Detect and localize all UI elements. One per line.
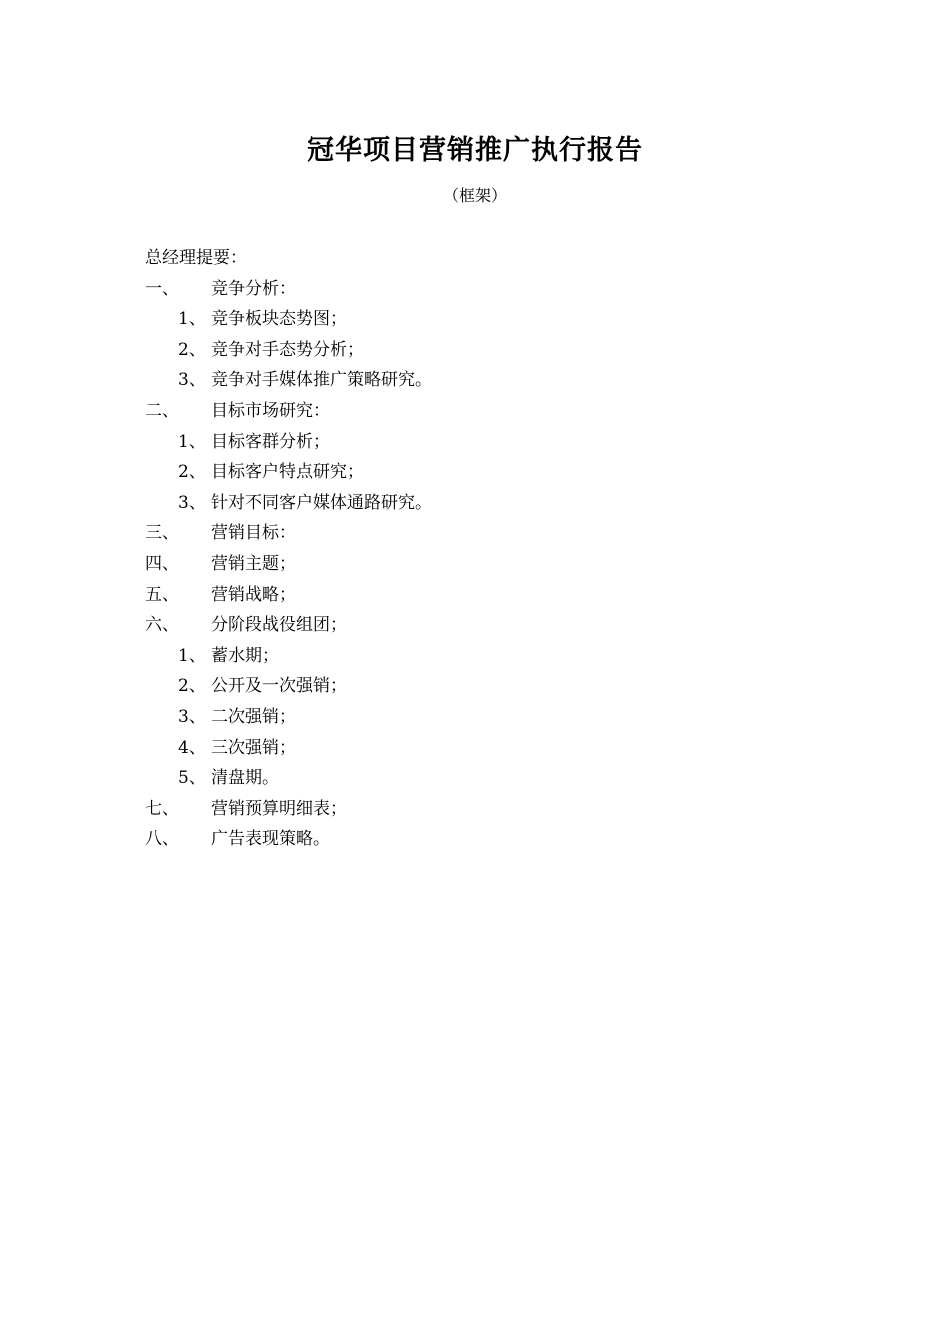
subitem-text: 目标客户特点研究；: [211, 462, 364, 483]
outline-subitem: [145, 702, 845, 733]
subitem-number: 1、: [178, 431, 206, 452]
section-number: 一、: [145, 278, 179, 299]
outline-section: [145, 549, 845, 580]
subitem-number: 2、: [178, 676, 206, 697]
section-number: 八、: [145, 829, 179, 850]
outline-subitem: [145, 641, 845, 672]
subitem-text: 目标客群分析；: [211, 431, 330, 452]
subitem-text: 三次强销；: [211, 737, 296, 758]
outline-section: [145, 794, 845, 825]
subitem-text: 蓄水期；: [211, 645, 279, 666]
outline-subitem: [145, 304, 845, 335]
section-text: 营销预算明细表；: [211, 798, 347, 819]
outline-section: [145, 396, 845, 427]
section-text: 目标市场研究：: [211, 400, 330, 421]
subitem-number: 5、: [178, 768, 206, 789]
subitem-text: 二次强销；: [211, 706, 296, 727]
subitem-text: 针对不同客户媒体通路研究。: [211, 492, 432, 513]
section-text: 营销战略；: [211, 584, 296, 605]
section-number: 二、: [145, 400, 179, 421]
outline-subitem: [145, 335, 845, 366]
intro-line: 总经理提要：: [145, 248, 247, 268]
subitem-number: 3、: [178, 492, 206, 513]
outline-section: [145, 274, 845, 305]
subitem-text: 竞争对手媒体推广策略研究。: [211, 370, 432, 391]
subitem-number: 3、: [178, 706, 206, 727]
section-number: 四、: [145, 553, 179, 574]
outline-subitem: [145, 457, 845, 488]
outline-subitem: [145, 733, 845, 764]
outline-section: [145, 518, 845, 549]
section-text: 分阶段战役组团；: [211, 615, 347, 636]
subitem-text: 清盘期。: [211, 768, 279, 789]
subitem-number: 4、: [178, 737, 206, 758]
outline-subitem: [145, 365, 845, 396]
outline-section: [145, 610, 845, 641]
section-text: 营销主题；: [211, 553, 296, 574]
document-subtitle: （框架）: [442, 186, 507, 205]
section-number: 七、: [145, 798, 179, 819]
section-text: 营销目标：: [211, 523, 296, 544]
subitem-number: 2、: [178, 339, 206, 360]
subitem-text: 公开及一次强销；: [211, 676, 347, 697]
section-number: 五、: [145, 584, 179, 605]
section-text: 广告表现策略。: [211, 829, 330, 850]
section-number: 六、: [145, 615, 179, 636]
outline-subitem: [145, 488, 845, 519]
subitem-number: 1、: [178, 309, 206, 330]
outline-body: [145, 243, 845, 855]
outline-section: [145, 580, 845, 611]
subitem-text: 竞争板块态势图；: [211, 309, 347, 330]
section-number: 三、: [145, 523, 179, 544]
outline-subitem: [145, 763, 845, 794]
outline-section: [145, 824, 845, 855]
section-text: 竞争分析：: [211, 278, 296, 299]
subitem-number: 1、: [178, 645, 206, 666]
outline-subitem: [145, 671, 845, 702]
document-title: 冠华项目营销推广执行报告: [307, 135, 643, 166]
outline-subitem: [145, 427, 845, 458]
subitem-number: 3、: [178, 370, 206, 391]
subitem-text: 竞争对手态势分析；: [211, 339, 364, 360]
subitem-number: 2、: [178, 462, 206, 483]
